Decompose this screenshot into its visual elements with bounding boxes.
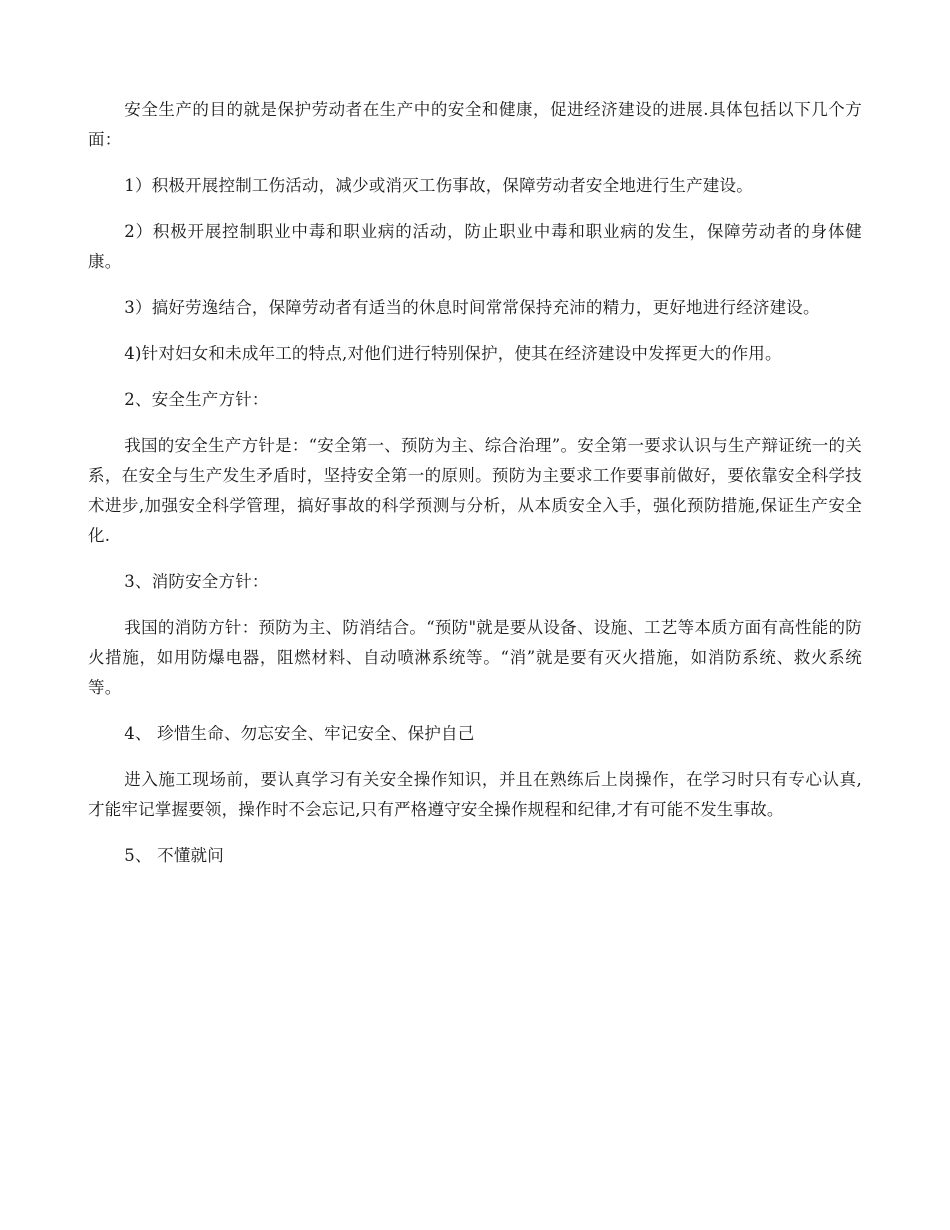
list-item-2: 2）积极开展控制职业中毒和职业病的活动，防止职业中毒和职业病的发生，保障劳动者的身体健康。 (88, 222, 862, 271)
intro-paragraph: 安全生产的目的就是保护劳动者在生产中的安全和健康，促进经济建设的进展.具体包括以下几个方面： (88, 100, 862, 149)
list-item-4: 4)针对妇女和未成年工的特点,对他们进行特别保护，使其在经济建设中发挥更大的作用。 (124, 344, 782, 363)
section-heading-safety-policy: 2、安全生产方针： (124, 390, 269, 409)
cherish-life-paragraph: 进入施工现场前，要认真学习有关安全操作知识，并且在熟练后上岗操作，在学习时只有专心认真,才能牢记掌握要领，操作时不会忘记,只有严格遵守安全操作规程和纪律,才有可能不发生事故。 (88, 770, 862, 819)
section-heading-cherish-life: 4、 珍惜生命、勿忘安全、牢记安全、保护自己 (124, 724, 475, 743)
list-item-3: 3）搞好劳逸结合，保障劳动者有适当的休息时间常常保持充沛的精力，更好地进行经济建设。 (124, 298, 820, 317)
section-heading-fire-policy: 3、消防安全方针： (124, 572, 269, 591)
list-item-1: 1）积极开展控制工伤活动，减少或消灭工伤事故，保障劳动者安全地进行生产建设。 (124, 176, 753, 195)
safety-policy-paragraph: 我国的安全生产方针是：“安全第一、预防为主、综合治理”。安全第一要求认识与生产辩证统一的关系，在安全与生产发生矛盾时，坚持安全第一的原则。预防为主要求工作要事前做好，要依靠安全科学技术进步,加强安全科学管理，搞好事故的科学预测与分析，从本质安全入手，强化预防措施,保证生产安全化. (88, 436, 862, 545)
section-heading-ask-questions: 5、 不懂就问 (124, 846, 224, 865)
fire-policy-paragraph: 我国的消防方针：预防为主、防消结合。“预防"就是要从设备、设施、工艺等本质方面有高性能的防火措施，如用防爆电器，阻燃材料、自动喷淋系统等。“消”就是要有灭火措施，如消防系统、救火系统等。 (88, 618, 862, 697)
